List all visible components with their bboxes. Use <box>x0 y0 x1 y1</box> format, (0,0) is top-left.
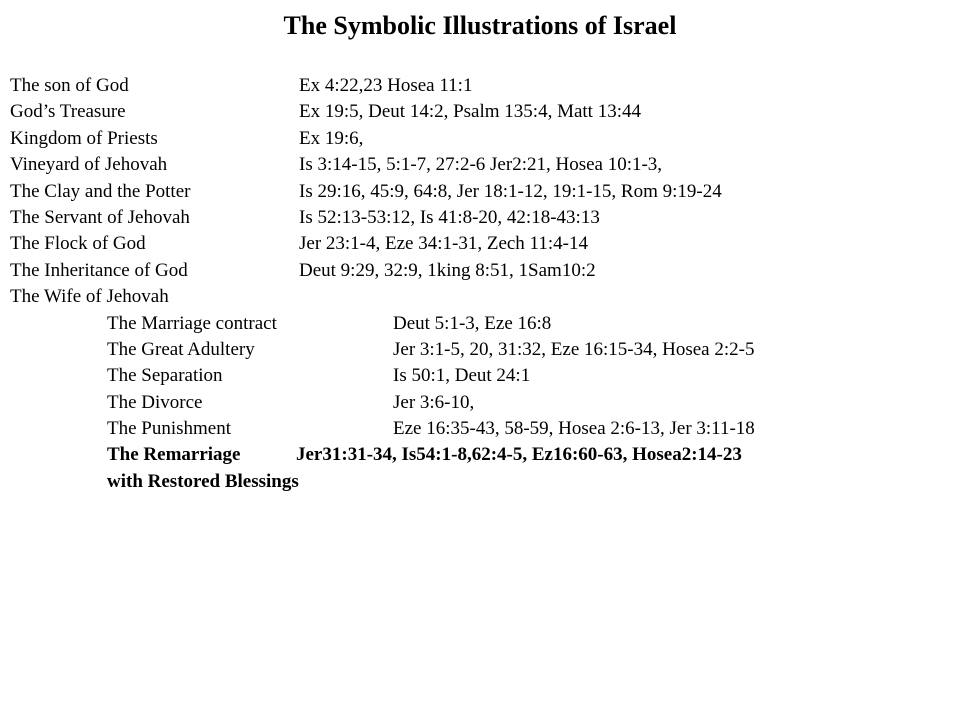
sub-item-label: The Separation <box>107 365 223 387</box>
item-references: Ex 19:5, Deut 14:2, Psalm 135:4, Matt 13:44 <box>299 101 641 123</box>
item-references: Jer 23:1-4, Eze 34:1-31, Zech 11:4-14 <box>299 233 588 255</box>
item-label: Vineyard of Jehovah <box>10 154 168 176</box>
list-item-flock <box>10 233 950 259</box>
sub-item-label: The Marriage contract <box>107 312 277 334</box>
item-references: Is 52:13-53:12, Is 41:8-20, 42:18-43:13 <box>299 206 600 228</box>
list-item-vineyard <box>10 154 950 180</box>
list-item-servant <box>10 207 950 233</box>
sub-item-label: The Remarriage <box>107 444 241 466</box>
item-references: Ex 19:6, <box>299 127 364 149</box>
item-label: The Clay and the Potter <box>10 180 191 202</box>
sub-item-great-adultery <box>10 339 950 365</box>
list-item-son-of-god <box>10 75 950 101</box>
sub-item-references: Eze 16:35-43, 58-59, Hosea 2:6-13, Jer 3:11-18 <box>393 418 755 440</box>
sub-item-separation <box>10 365 950 391</box>
sub-item-marriage-contract <box>10 313 950 339</box>
item-references: Is 3:14-15, 5:1-7, 27:2-6 Jer2:21, Hosea 10:1-3, <box>299 154 663 176</box>
item-label: The Flock of God <box>10 233 146 255</box>
sub-item-label: The Great Adultery <box>107 338 255 360</box>
page-title: The Symbolic Illustrations of Israel <box>283 11 677 40</box>
sub-item-remarriage <box>10 444 950 470</box>
sub-item-references: Is 50:1, Deut 24:1 <box>393 365 531 387</box>
list-item-kingdom-of-priests <box>10 128 950 154</box>
sub-item-divorce <box>10 392 950 418</box>
sub-item-references: Jer 3:6-10, <box>393 391 475 413</box>
sub-item-punishment <box>10 418 950 444</box>
sub-item-references: Deut 5:1-3, Eze 16:8 <box>393 312 552 334</box>
sub-item-label: The Divorce <box>107 391 203 413</box>
illustration-list <box>10 75 950 497</box>
list-item-gods-treasure <box>10 101 950 127</box>
sub-item-references: Jer 3:1-5, 20, 31:32, Eze 16:15-34, Hosea 2:2-5 <box>393 338 755 360</box>
item-label: Kingdom of Priests <box>10 127 158 149</box>
item-label: The son of God <box>10 75 129 96</box>
item-label: The Wife of Jehovah <box>10 286 169 308</box>
item-references: Is 29:16, 45:9, 64:8, Jer 18:1-12, 19:1-15, Rom 9:19-24 <box>299 180 722 202</box>
list-item-wife-of-jehovah <box>10 286 950 312</box>
item-label: God’s Treasure <box>10 101 126 123</box>
list-item-inheritance <box>10 260 950 286</box>
item-label: The Servant of Jehovah <box>10 206 190 228</box>
sub-item-references: Jer31:31-34, Is54:1-8,62:4-5, Ez16:60-63, Hosea2:14-23 <box>296 444 742 466</box>
sub-item-remarriage-continuation <box>10 471 950 497</box>
sub-item-label: The Punishment <box>107 418 232 440</box>
sub-item-label-continuation: with Restored Blessings <box>107 470 299 492</box>
item-label: The Inheritance of God <box>10 259 188 281</box>
item-references: Deut 9:29, 32:9, 1king 8:51, 1Sam10:2 <box>299 259 596 281</box>
item-references: Ex 4:22,23 Hosea 11:1 <box>299 75 473 96</box>
list-item-clay-and-potter <box>10 181 950 207</box>
